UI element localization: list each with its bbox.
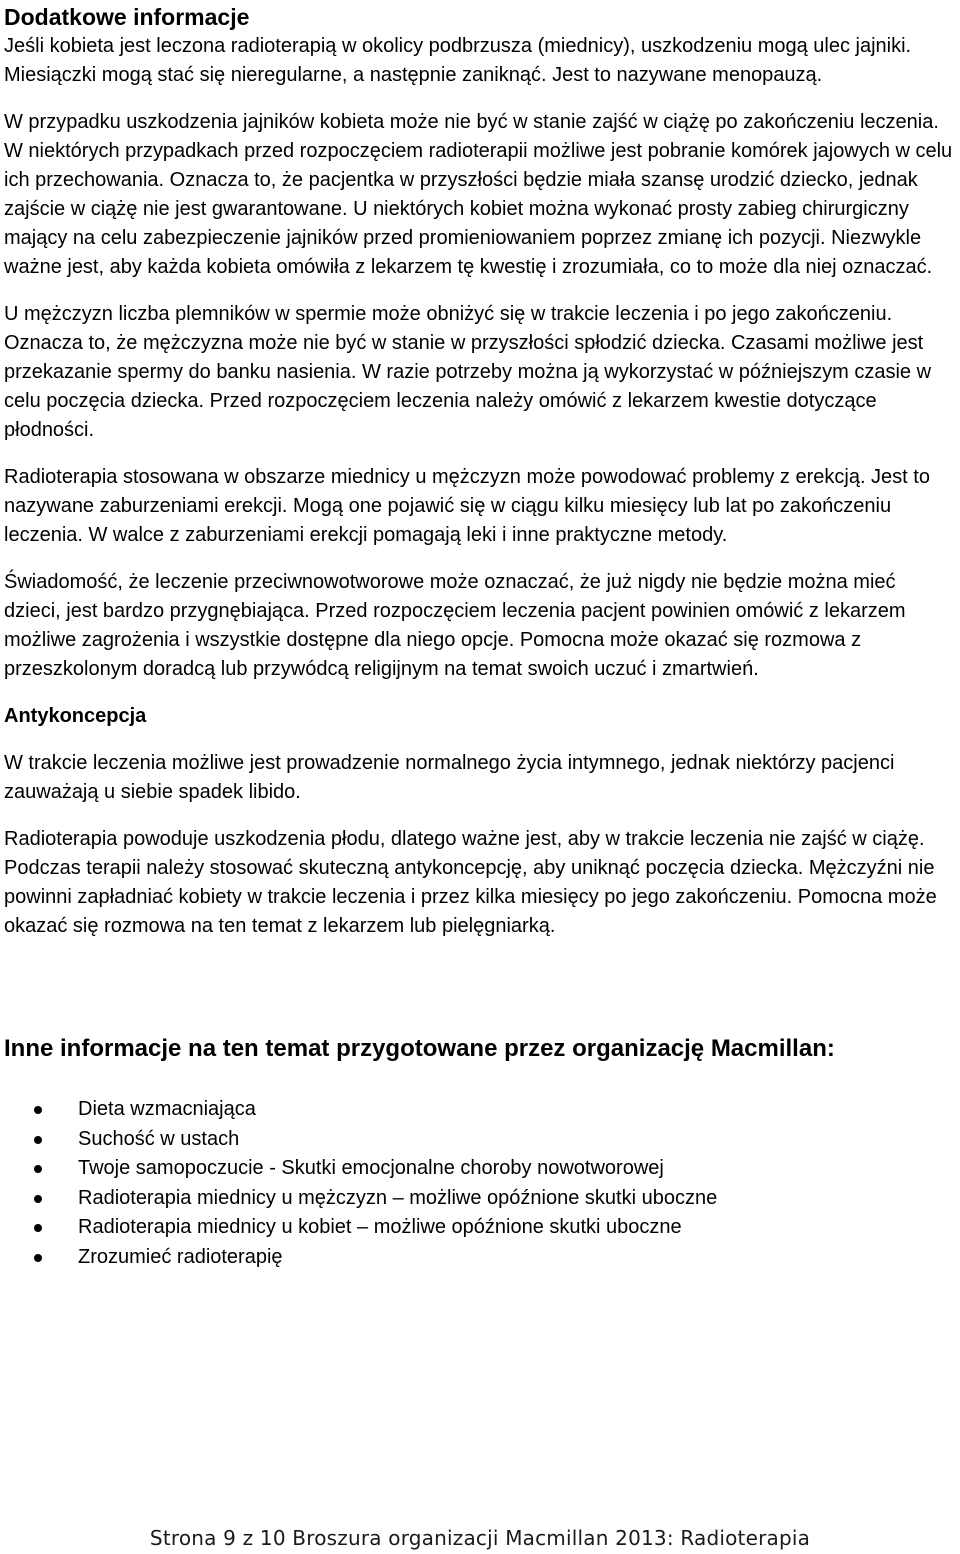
paragraph-fetus-damage: Radioterapia powoduje uszkodzenia płodu, dlatego ważne jest, aby w trakcie leczenia nie zajść w ciążę. Podczas terapii należy stosować skuteczną antykoncepcję, aby uniknąć poczęcia dziecka. Mężczyźni nie powinni zapładniać kobiety w trakcie leczenia i przez kilka miesięcy po jego zakończeniu. Pomocna może okazać się rozmowa na ten temat z lekarzem lub pielęgniarką.: [4, 828, 937, 937]
section-title: Dodatkowe informacje: [4, 4, 250, 30]
bullet-icon: [34, 1136, 42, 1144]
list-item-label: Zrozumieć radioterapię: [78, 1245, 283, 1268]
paragraph-awareness: Świadomość, że leczenie przeciwnowotworowe może oznaczać, że już nigdy nie będzie można mieć dzieci, jest bardzo przygnębiająca. Przed rozpoczęciem leczenia pacjent powinien omówić z lekarzem możliwe zagrożenia i wszystkie dostępne dla niego opcje. Pomocna może okazać się rozmowa z przeszkolonym doradcą lub przywódcą religijnym na temat swoich uczuć i zmartwień.: [4, 571, 906, 680]
list-item-label: Suchość w ustach: [78, 1127, 240, 1150]
list-item-label: Dieta wzmacniająca: [78, 1098, 256, 1120]
bullet-icon: [34, 1195, 42, 1203]
list-item: [4, 1154, 954, 1184]
bullet-icon: [34, 1254, 42, 1262]
contraception-heading: Antykoncepcja: [4, 705, 147, 727]
list-item: [4, 1184, 954, 1214]
list-item-label: Radioterapia miednicy u kobiet – możliwe opóźnione skutki uboczne: [78, 1216, 682, 1239]
list-item: [4, 1243, 954, 1273]
more-info-list: [4, 1095, 954, 1273]
paragraph-erection: Radioterapia stosowana w obszarze miednicy u mężczyzn może powodować problemy z erekcją. Jest to nazywane zaburzeniami erekcji. Mogą one pojawić się w ciągu kilku miesięcy lub lat po zakończeniu leczenia. W walce z zaburzeniami erekcji pomagają leki i inne praktyczne metody.: [4, 466, 930, 546]
document-page: [4, 0, 954, 1273]
bullet-icon: [34, 1106, 42, 1114]
list-item: [4, 1095, 954, 1125]
paragraph-menopause: Jeśli kobieta jest leczona radioterapią w okolicy podbrzusza (miednicy), uszkodzeniu mogą ulec jajniki. Miesiączki mogą stać się nieregularne, a następnie zaniknąć. Jest to nazywane menopauzą.: [4, 35, 912, 86]
more-info-heading: Inne informacje na ten temat przygotowane przez organizację Macmillan:: [4, 1035, 835, 1062]
list-item: [4, 1213, 954, 1243]
paragraph-intimate-life: W trakcie leczenia możliwe jest prowadzenie normalnego życia intymnego, jednak niektórzy pacjenci zauważają u siebie spadek libido.: [4, 752, 895, 803]
list-item-label: Radioterapia miednicy u mężczyzn – możliwe opóźnione skutki uboczne: [78, 1186, 718, 1209]
bullet-icon: [34, 1224, 42, 1232]
page-footer: Strona 9 z 10 Broszura organizacji Macmillan 2013: Radioterapia: [149, 1526, 811, 1550]
list-item-label: Twoje samopoczucie - Skutki emocjonalne choroby nowotworowej: [78, 1157, 664, 1180]
bullet-icon: [34, 1165, 42, 1173]
list-item: [4, 1125, 954, 1155]
paragraph-men-fertility: U mężczyzn liczba plemników w spermie może obniżyć się w trakcie leczenia i po jego zakończeniu. Oznacza to, że mężczyzna może nie być w stanie w przyszłości spłodzić dziecka. Czasami możliwe jest przekazanie spermy do banku nasienia. W razie potrzeby można ją wykorzystać w późniejszym czasie w celu poczęcia dziecka. Przed rozpoczęciem leczenia należy omówić z lekarzem kwestie dotyczące płodności.: [4, 303, 932, 441]
paragraph-ovaries: W przypadku uszkodzenia jajników kobieta może nie być w stanie zajść w ciążę po zakończeniu leczenia. W niektórych przypadkach przed rozpoczęciem radioterapii możliwe jest pobranie komórek jajowych w celu ich przechowania. Oznacza to, że pacjentka w przyszłości będzie miała szansę urodzić dziecko, jednak zajście w ciążę nie jest gwarantowane. U niektórych kobiet można wykonać prosty zabieg chirurgiczny mający na celu zabezpieczenie jajników przed promieniowaniem poprzez zmianę ich pozycji. Niezwykle ważne jest, aby każda kobieta omówiła z lekarzem tę kwestię i zrozumiała, co to może dla niej oznaczać.: [4, 111, 953, 278]
